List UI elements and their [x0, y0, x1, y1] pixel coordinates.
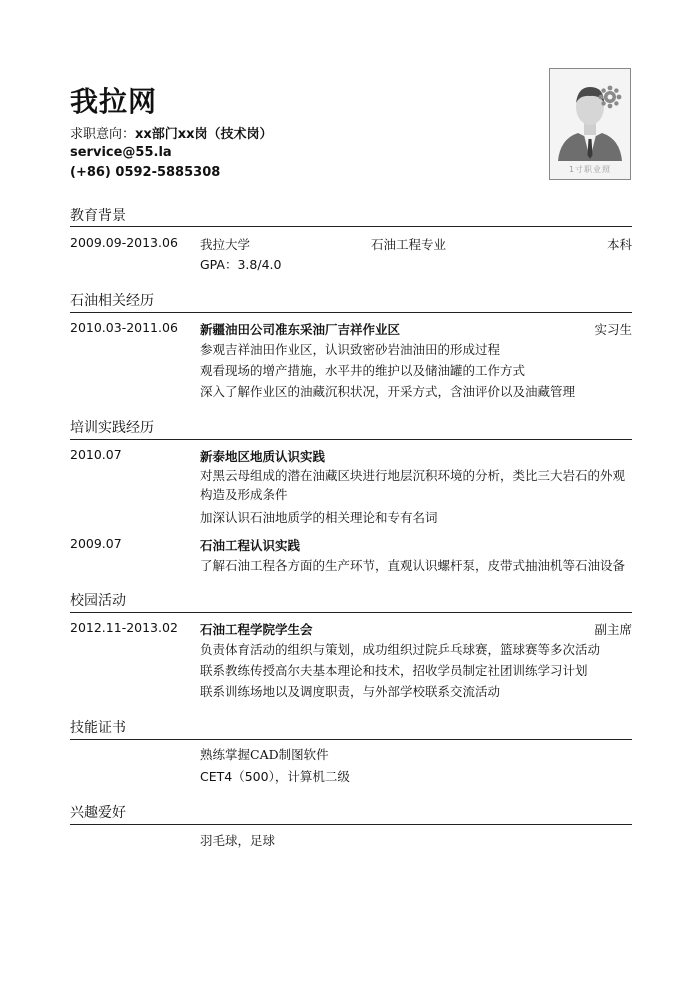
profile-photo: [549, 68, 631, 180]
job-intent-label: 求职意向：: [70, 127, 136, 142]
job-intent: [70, 123, 273, 142]
job-intent-value: xx部门xx岗（技术岗）: [135, 127, 273, 142]
contact-email[interactable]: service@55.la: [70, 145, 172, 160]
training-date: 2009.07: [70, 536, 122, 551]
section-title-skills: 技能证书: [70, 720, 126, 736]
contact-phone: (+86) 0592-5885308: [70, 165, 221, 180]
campus-org: 石油工程学院学生会: [200, 622, 313, 637]
education-school: 我拉大学: [200, 237, 251, 252]
oil-experience-line: 观看现场的增产措施，水平井的维护以及储油罐的工作方式: [200, 363, 526, 378]
section-title-hobbies: 兴趣爱好: [70, 805, 126, 821]
section-divider: [70, 312, 632, 313]
oil-experience-line: 深入了解作业区的油藏沉积状况，开采方式，含油评价以及油藏管理: [200, 384, 576, 399]
training-line: 加深认识石油地质学的相关理论和专有名词: [200, 510, 438, 525]
campus-role: 副主席: [594, 622, 632, 637]
section-divider: [70, 824, 632, 825]
section-title-campus: 校园活动: [70, 593, 126, 609]
campus-line: 联系教练传授高尔夫基本理论和技术，招收学员制定社团训练学习计划: [200, 663, 588, 678]
section-divider: [70, 739, 632, 740]
candidate-name: 我拉网: [70, 85, 158, 118]
section-divider: [70, 439, 632, 440]
training-line: 对黑云母组成的潜在油藏区块进行地层沉积环境的分析，类比三大岩石的外观构造及形成条件: [200, 468, 626, 502]
training-line: 了解石油工程各方面的生产环节，直观认识螺杆泵，皮带式抽油机等石油设备: [200, 558, 626, 573]
oil-experience-date: 2010.03-2011.06: [70, 320, 178, 335]
oil-experience-org: 新疆油田公司准东采油厂吉祥作业区: [200, 322, 401, 337]
education-date: 2009.09-2013.06: [70, 235, 178, 250]
training-date: 2010.07: [70, 447, 122, 462]
section-title-training: 培训实践经历: [70, 420, 154, 436]
campus-date: 2012.11-2013.02: [70, 620, 178, 635]
training-name: 石油工程认识实践: [200, 538, 301, 553]
oil-experience-line: 参观吉祥油田作业区，认识致密砂岩油油田的形成过程: [200, 342, 501, 357]
photo-caption: 1寸职业照: [568, 165, 612, 174]
education-degree: 本科: [606, 237, 632, 252]
skills-line: 熟练掌握CAD制图软件: [200, 747, 329, 762]
skills-line: CET4（500），计算机二级: [200, 769, 350, 784]
education-gpa: GPA：3.8/4.0: [200, 257, 282, 272]
section-title-oil-experience: 石油相关经历: [70, 293, 154, 309]
oil-experience-role: 实习生: [594, 322, 632, 337]
section-divider: [70, 612, 632, 613]
campus-line: 负责体育活动的组织与策划，成功组织过院乒乓球赛，篮球赛等多次活动: [200, 642, 601, 657]
training-name: 新泰地区地质认识实践: [200, 449, 326, 464]
section-title-education: 教育背景: [70, 208, 126, 224]
hobbies-line: 羽毛球，足球: [200, 833, 276, 848]
section-divider: [70, 226, 632, 227]
education-major: 石油工程专业: [371, 237, 447, 252]
campus-line: 联系训练场地以及调度职责，与外部学校联系交流活动: [200, 684, 501, 699]
person-silhouette-icon: [550, 69, 630, 179]
